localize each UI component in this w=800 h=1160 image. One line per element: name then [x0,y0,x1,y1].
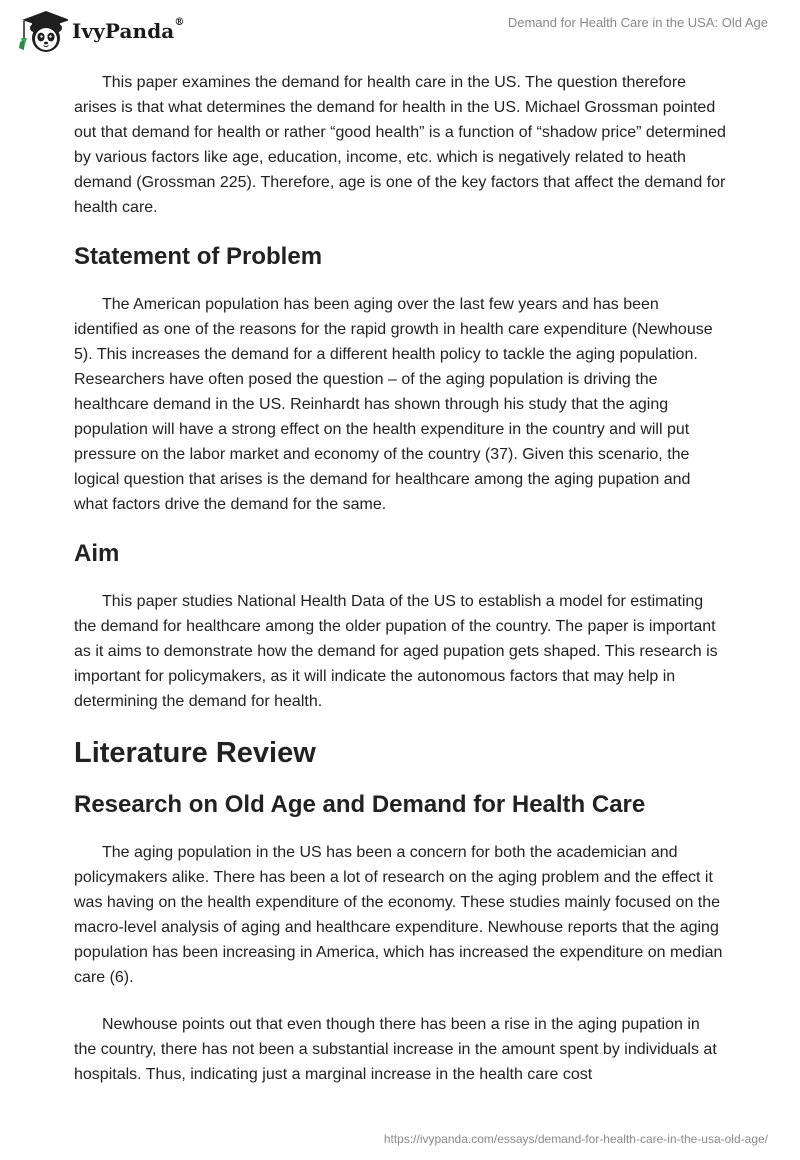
aim-paragraph: This paper studies National Health Data of the US to establish a model for estimating the demand for healthcare among the older pupation of the country. The paper is important as it aims to demonstrate how the demand for aged pupation gets shaped. This research is important for policymakers, as it will indicate the autonomous factors that may help in determining the demand for health. [74,593,718,710]
page-header [0,0,800,60]
research-paragraph-1: The aging population in the US has been a concern for both the academician and policymakers alike. There has been a lot of research on the aging problem and the effect it was having on the health expenditure of the economy. These studies mainly focused on the macro-level analysis of aging and healthcare expenditure. Newhouse reports that the aging population has been increasing in America, which has increased the expenditure on median care (6). [74,844,723,986]
research-paragraph-2: Newhouse points out that even though there has been a rise in the aging pupation in the country, there has not been a substantial increase in the amount spent by individuals at hospitals. Thus, indicating just a marginal increase in the health care cost [74,1016,717,1083]
research-heading: Research on Old Age and Demand for Health Care [74,791,646,818]
document-title: Demand for Health Care in the USA: Old Age [507,15,768,30]
brand-name: IvyPanda® [72,17,185,43]
panda-graduate-icon [16,8,68,54]
literature-review-heading: Literature Review [74,737,316,769]
aim-heading: Aim [74,540,120,567]
essay-body [74,70,726,1109]
source-url[interactable]: https://ivypanda.com/essays/demand-for-health-care-in-the-usa-old-age/ [383,1132,768,1146]
intro-paragraph: This paper examines the demand for health care in the US. The question therefore arises is that what determines the demand for health in the US. Michael Grossman pointed out that demand for health or rather “good health” is a function of “shadow price” determined by various factors like age, education, income, etc. which is negatively related to heath demand (Grossman 225). Therefore, age is one of the key factors that affect the demand for health care. [74,74,726,216]
problem-paragraph: The American population has been aging over the last few years and has been identified as one of the reasons for the rapid growth in health care expenditure (Newhouse 5). This increases the demand for a different health policy to tackle the aging population. Researchers have often posed the question – of the aging population is driving the healthcare demand in the US. Reinhardt has shown through his study that the aging population will have a strong effect on the health expenditure in the country and will put pressure on the labor market and economy of the country (37). Given this scenario, the logical question that arises is the demand for healthcare among the aging pupation and what factors drive the demand for the same. [74,296,713,513]
statement-of-problem-heading: Statement of Problem [74,243,323,270]
ivypanda-logo[interactable] [16,8,184,54]
